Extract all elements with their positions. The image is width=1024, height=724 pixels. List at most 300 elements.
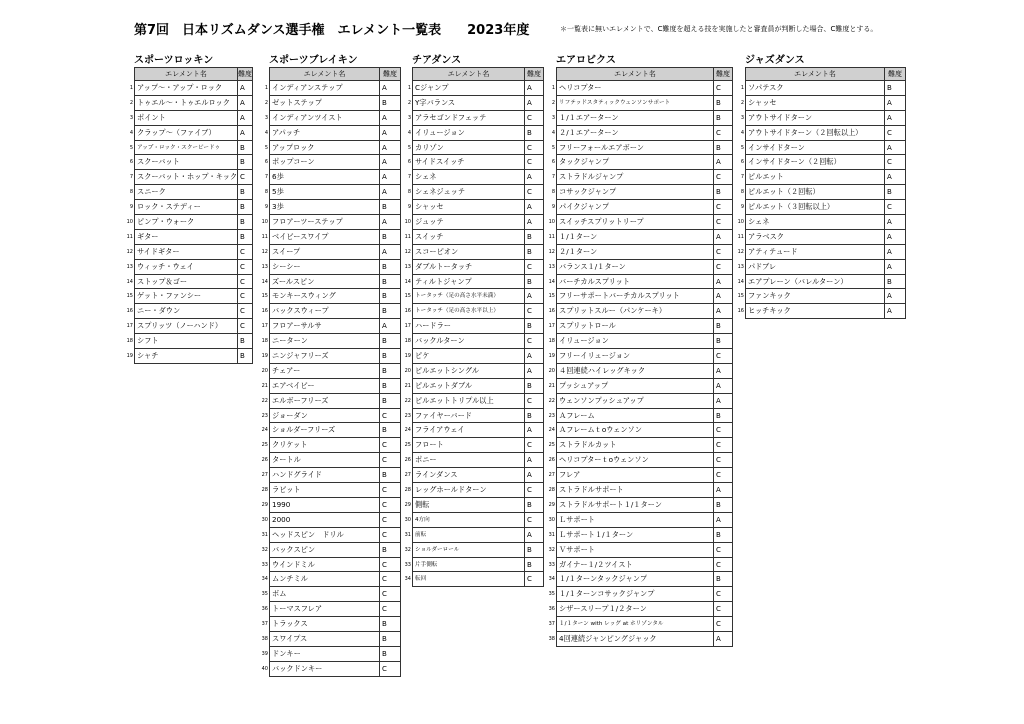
row-cells — [269, 662, 401, 677]
element-grade: B — [527, 322, 532, 331]
table-row — [264, 155, 401, 170]
table-row — [548, 379, 733, 394]
table-row — [548, 319, 733, 334]
row-cells — [269, 394, 401, 409]
element-grade: B — [527, 545, 532, 554]
element-name: ゲット・ファンシー — [135, 289, 238, 303]
row-cells — [412, 349, 544, 364]
row-cells — [556, 438, 733, 453]
element-grade: A — [887, 113, 892, 122]
table-row — [404, 453, 544, 468]
row-number: 5 — [740, 144, 744, 151]
row-cells — [269, 111, 401, 126]
element-name: 5歩 — [270, 185, 380, 199]
table-row — [129, 141, 253, 156]
element-name: ウェンソンプッシュアップ — [557, 394, 714, 408]
element-name: スプリッツ（ノーハンド） — [135, 319, 238, 333]
element-grade: B — [240, 337, 245, 346]
element-name: サイドスイッチ — [413, 155, 525, 169]
row-number: 19 — [404, 353, 411, 360]
element-grade: B — [382, 366, 387, 375]
row-cells — [134, 349, 253, 364]
element-name: シェネジュッテ — [413, 185, 525, 199]
table-header — [269, 67, 401, 81]
table-row — [261, 379, 401, 394]
row-cells — [134, 275, 253, 290]
table-row — [404, 483, 544, 498]
row-number: 14 — [548, 278, 555, 285]
row-cells — [745, 304, 906, 319]
element-name: ボム — [270, 587, 380, 601]
table-row — [404, 409, 544, 424]
row-cells — [412, 513, 544, 528]
row-cells — [745, 111, 906, 126]
element-name: Cジャンプ — [413, 81, 525, 95]
header-grade: 難度 — [888, 70, 902, 78]
element-name: フロアーツーステップ — [270, 215, 380, 229]
table-row — [404, 260, 544, 275]
row-cells — [269, 498, 401, 513]
table-row — [548, 260, 733, 275]
row-number: 11 — [261, 233, 268, 240]
table-row — [404, 230, 544, 245]
table-row — [737, 245, 906, 260]
element-grade: B — [716, 322, 721, 331]
element-grade: B — [716, 337, 721, 346]
row-cells — [269, 260, 401, 275]
row-cells — [556, 170, 733, 185]
element-grade: B — [887, 84, 892, 92]
header-element-name: エレメント名 — [557, 68, 714, 80]
row-number: 29 — [404, 501, 411, 508]
element-name: インサイドターン（２回転） — [746, 155, 885, 169]
row-cells — [556, 81, 733, 96]
element-name: バーチカルスプリット — [557, 275, 714, 289]
element-name: ダブルトータッチ — [413, 260, 525, 274]
element-grade: B — [382, 98, 387, 107]
element-grade: B — [716, 411, 721, 420]
element-grade: A — [716, 292, 721, 301]
table-row — [404, 572, 544, 587]
element-name: ズールスピン — [270, 275, 380, 289]
row-cells — [412, 141, 544, 156]
element-name: スイープ — [270, 245, 380, 259]
row-number: 2 — [551, 99, 555, 106]
element-grade: B — [887, 277, 892, 286]
row-number: 36 — [548, 606, 555, 613]
row-cells — [412, 319, 544, 334]
row-number: 14 — [404, 278, 411, 285]
table-row — [737, 289, 906, 304]
row-cells — [412, 111, 544, 126]
row-cells — [269, 126, 401, 141]
element-grade: B — [382, 337, 387, 346]
table-row — [548, 334, 733, 349]
element-name: クラップ～（ファイブ） — [135, 126, 238, 140]
element-name: フリーフォールエアボーン — [557, 141, 714, 155]
row-cells — [134, 96, 253, 111]
element-name: 前転 — [413, 528, 525, 542]
row-cells — [134, 230, 253, 245]
element-name: コサックジャンプ — [557, 185, 714, 199]
element-name: スクーバット・ホップ・キック — [135, 170, 238, 184]
row-cells — [269, 423, 401, 438]
table-row — [737, 304, 906, 319]
element-grade: A — [887, 307, 892, 316]
table-row — [261, 543, 401, 558]
table-row — [548, 513, 733, 528]
element-name: １/１ターン — [557, 230, 714, 244]
row-cells — [556, 558, 733, 573]
element-name: ピケ — [413, 349, 525, 363]
element-grade: C — [527, 143, 532, 152]
row-cells — [556, 334, 733, 349]
row-number: 2 — [264, 99, 268, 106]
element-name: フロアーサルサ — [270, 319, 380, 333]
table-row — [261, 572, 401, 587]
table-row — [737, 260, 906, 275]
table-row — [551, 126, 733, 141]
table-row — [548, 215, 733, 230]
table-row — [407, 200, 544, 215]
document-title: 第7回 日本リズムダンス選手権 エレメント一覧表 2023年度 — [134, 23, 530, 38]
table-row — [737, 215, 906, 230]
row-cells — [556, 617, 733, 632]
element-grade: A — [240, 113, 245, 122]
element-grade: C — [240, 247, 245, 256]
element-grade: C — [382, 575, 387, 584]
row-cells — [134, 319, 253, 334]
element-grade: C — [716, 560, 721, 569]
table-row — [261, 289, 401, 304]
element-name: バックスウィープ — [270, 304, 380, 318]
element-grade: B — [382, 426, 387, 435]
row-number: 35 — [548, 591, 555, 598]
element-grade: C — [382, 560, 387, 569]
element-grade: A — [382, 322, 387, 331]
row-cells — [134, 245, 253, 260]
element-name: シフト — [135, 334, 238, 348]
row-number: 39 — [261, 650, 268, 657]
row-cells — [269, 513, 401, 528]
row-cells — [556, 96, 733, 111]
table-row — [261, 558, 401, 573]
row-cells — [412, 558, 544, 573]
element-name: 1990 — [270, 498, 380, 512]
row-number: 4 — [740, 129, 744, 136]
table-row — [261, 528, 401, 543]
element-name: チェアー — [270, 364, 380, 378]
row-number: 16 — [737, 308, 744, 315]
row-number: 26 — [548, 457, 555, 464]
element-name: ストラドルカット — [557, 438, 714, 452]
element-name: ファイヤーバード — [413, 409, 525, 423]
row-cells — [269, 170, 401, 185]
element-name: Ａフレーム — [557, 409, 714, 423]
element-name: ニー・ダウン — [135, 304, 238, 318]
row-number: 3 — [264, 114, 268, 121]
element-grade: B — [240, 232, 245, 241]
row-number: 6 — [740, 159, 744, 166]
row-cells — [269, 617, 401, 632]
row-cells — [556, 528, 733, 543]
element-name: ポニー — [413, 453, 525, 467]
table-row — [261, 230, 401, 245]
element-table — [126, 67, 253, 364]
element-name: １/１ターン with レッグ at ホリゾンタル — [557, 617, 714, 631]
element-grade: C — [382, 590, 387, 599]
element-grade: A — [527, 292, 532, 301]
element-grade: C — [527, 441, 532, 450]
table-row — [404, 304, 544, 319]
element-name: イリュージョン — [413, 126, 525, 140]
table-row — [129, 126, 253, 141]
row-number: 33 — [548, 561, 555, 568]
element-grade: A — [382, 158, 387, 167]
element-name: ヒッチキック — [746, 304, 885, 318]
element-grade: B — [527, 277, 532, 286]
row-cells — [556, 155, 733, 170]
element-name: バランス１/１ターン — [557, 260, 714, 274]
element-name: インサイドターン — [746, 141, 885, 155]
table-row — [261, 632, 401, 647]
table-row — [548, 587, 733, 602]
element-grade: B — [382, 292, 387, 301]
table-row — [404, 349, 544, 364]
row-cells — [134, 111, 253, 126]
element-grade: B — [716, 575, 721, 584]
element-grade: B — [382, 396, 387, 405]
table-row — [261, 602, 401, 617]
row-number: 23 — [404, 412, 411, 419]
row-cells — [412, 572, 544, 587]
row-number: 14 — [737, 278, 744, 285]
table-row — [404, 423, 544, 438]
table-row — [551, 141, 733, 156]
row-cells — [556, 364, 733, 379]
row-cells — [269, 602, 401, 617]
row-number: 22 — [548, 397, 555, 404]
table-row — [548, 602, 733, 617]
element-name: ショルダーロール — [413, 543, 525, 557]
row-number: 34 — [548, 576, 555, 583]
row-number: 2 — [129, 99, 133, 106]
element-grade: C — [240, 173, 245, 182]
table-row — [551, 170, 733, 185]
element-grade: C — [527, 575, 532, 584]
element-name: ティルトジャンプ — [413, 275, 525, 289]
row-number: 22 — [404, 397, 411, 404]
table-header — [412, 67, 544, 81]
element-grade: C — [716, 426, 721, 435]
element-grade: C — [382, 530, 387, 539]
table-row — [407, 111, 544, 126]
row-number: 38 — [548, 635, 555, 642]
row-number: 6 — [129, 159, 133, 166]
element-grade: A — [527, 471, 532, 480]
header-grade: 難度 — [527, 70, 541, 78]
element-table — [404, 67, 544, 587]
table-row — [740, 96, 906, 111]
row-cells — [412, 379, 544, 394]
element-grade: C — [716, 247, 721, 256]
table-row — [551, 200, 733, 215]
table-row — [407, 170, 544, 185]
row-cells — [556, 200, 733, 215]
row-cells — [412, 245, 544, 260]
row-number: 11 — [737, 233, 744, 240]
element-name: ヘリコプターｔoウェンソン — [557, 453, 714, 467]
row-number: 3 — [740, 114, 744, 121]
element-grade: A — [716, 486, 721, 495]
element-grade: A — [887, 232, 892, 241]
element-name: サイドギター — [135, 245, 238, 259]
element-grade: C — [527, 262, 532, 271]
row-number: 15 — [548, 293, 555, 300]
element-grade: B — [716, 530, 721, 539]
row-cells — [269, 558, 401, 573]
row-number: 1 — [740, 85, 744, 91]
row-number: 22 — [261, 397, 268, 404]
row-number: 20 — [261, 367, 268, 374]
element-name: シザースリープ１/２ターン — [557, 602, 714, 616]
element-grade: B — [240, 143, 245, 152]
table-row — [404, 558, 544, 573]
row-cells — [556, 483, 733, 498]
table-row — [404, 498, 544, 513]
row-number: 30 — [548, 516, 555, 523]
row-number: 9 — [407, 204, 411, 211]
table-row — [551, 155, 733, 170]
row-number: 27 — [261, 472, 268, 479]
row-cells — [269, 304, 401, 319]
table-row — [407, 96, 544, 111]
row-number: 17 — [126, 323, 133, 330]
table-row — [551, 185, 733, 200]
row-number: 33 — [404, 561, 411, 568]
element-name: バックドンキー — [270, 662, 380, 676]
row-cells — [745, 185, 906, 200]
element-name: ファンキック — [746, 289, 885, 303]
row-number: 28 — [404, 487, 411, 494]
element-grade: A — [527, 84, 532, 92]
element-name: ロック・ステディー — [135, 200, 238, 214]
row-cells — [556, 319, 733, 334]
element-grade: A — [716, 396, 721, 405]
row-number: 18 — [548, 338, 555, 345]
element-table — [261, 67, 401, 677]
element-grade: B — [527, 381, 532, 390]
table-row — [548, 289, 733, 304]
table-row — [404, 528, 544, 543]
element-name: ピルエット（３回転以上） — [746, 200, 885, 214]
element-grade: A — [527, 426, 532, 435]
row-cells — [556, 632, 733, 647]
element-name: アップ・ロック・スクービードゥ — [135, 141, 238, 155]
row-cells — [269, 319, 401, 334]
element-grade: C — [240, 322, 245, 331]
table-row — [261, 319, 401, 334]
table-row — [264, 141, 401, 156]
row-cells — [412, 498, 544, 513]
element-name: ニーターン — [270, 334, 380, 348]
row-number: 25 — [261, 442, 268, 449]
element-name: シャッセ — [413, 200, 525, 214]
element-grade: C — [382, 605, 387, 614]
element-grade: A — [527, 366, 532, 375]
element-grade: C — [887, 128, 892, 137]
element-name: エアベイビー — [270, 379, 380, 393]
row-cells — [134, 185, 253, 200]
element-name: フレア — [557, 468, 714, 482]
row-cells — [134, 141, 253, 156]
table-row — [261, 587, 401, 602]
row-cells — [269, 543, 401, 558]
element-grade: A — [527, 218, 532, 227]
element-name: ヘッドスピン ドリル — [270, 528, 380, 542]
element-grade: A — [527, 173, 532, 182]
header-element-name: エレメント名 — [413, 68, 525, 80]
row-number: 3 — [129, 114, 133, 121]
row-number: 18 — [404, 338, 411, 345]
row-cells — [269, 230, 401, 245]
element-name: スイッチ — [413, 230, 525, 244]
table-row — [404, 468, 544, 483]
row-number: 30 — [404, 516, 411, 523]
element-grade: A — [716, 158, 721, 167]
row-number: 1 — [407, 85, 411, 91]
row-number: 29 — [548, 501, 555, 508]
row-number: 35 — [261, 591, 268, 598]
row-number: 4 — [407, 129, 411, 136]
element-grade: A — [382, 84, 387, 92]
table-row — [407, 185, 544, 200]
element-name: シャチ — [135, 349, 238, 363]
element-name: レッグホールドターン — [413, 483, 525, 497]
table-row — [404, 379, 544, 394]
row-cells — [134, 200, 253, 215]
element-name: スコーピオン — [413, 245, 525, 259]
element-grade: B — [716, 500, 721, 509]
row-number: 37 — [261, 621, 268, 628]
table-row — [261, 334, 401, 349]
element-name: トーマスフレア — [270, 602, 380, 616]
row-cells — [745, 155, 906, 170]
row-number: 23 — [548, 412, 555, 419]
element-name: ドンキー — [270, 647, 380, 661]
row-cells — [412, 543, 544, 558]
row-cells — [556, 379, 733, 394]
row-cells — [745, 260, 906, 275]
element-grade: C — [382, 456, 387, 465]
element-grade: A — [887, 247, 892, 256]
section-title: スポーツブレイキン — [269, 55, 358, 66]
element-name: エアプレーン（バレルターン） — [746, 275, 885, 289]
element-name: 4回連続ジャンピングジャック — [557, 632, 714, 646]
row-number: 23 — [261, 412, 268, 419]
row-cells — [745, 141, 906, 156]
row-number: 5 — [551, 144, 555, 151]
row-cells — [412, 438, 544, 453]
row-number: 11 — [126, 233, 133, 240]
element-name: アティテュード — [746, 245, 885, 259]
row-number: 12 — [261, 248, 268, 255]
row-number: 3 — [551, 114, 555, 121]
element-grade: C — [527, 337, 532, 346]
table-row — [261, 349, 401, 364]
element-table — [737, 67, 906, 319]
table-row — [129, 200, 253, 215]
